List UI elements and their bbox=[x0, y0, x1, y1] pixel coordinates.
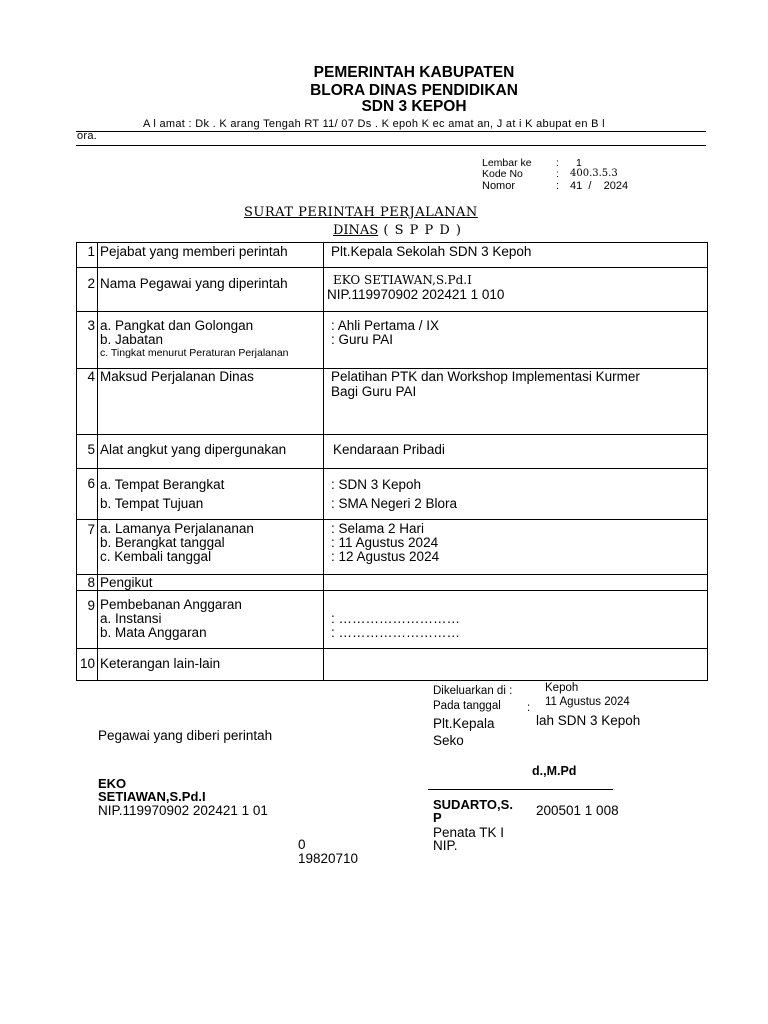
dikeluarkan-value: Kepoh bbox=[545, 682, 579, 694]
kode-label: Kode No bbox=[482, 168, 523, 180]
nomor-sep: : bbox=[556, 180, 560, 192]
row-label: Nama Pegawai yang diperintah bbox=[98, 268, 324, 312]
table-row bbox=[77, 575, 708, 591]
row-value: Pelatihan PTK dan Workshop Implementasi Kurmer Bagi Guru PAI bbox=[324, 369, 708, 435]
address-underline bbox=[76, 131, 706, 132]
row-label: Keterangan lain-lain bbox=[98, 649, 324, 681]
kode-value: 400.3.5.3 bbox=[570, 168, 618, 179]
penata-rank: Penata TK I bbox=[433, 825, 505, 840]
row-label: Maksud Perjalanan Dinas bbox=[98, 369, 324, 435]
title-sppd: ( S P P D ) bbox=[378, 223, 462, 238]
kode-sep: : bbox=[556, 168, 559, 180]
header-line-1: PEMERINTAH KABUPATEN bbox=[313, 64, 515, 81]
row-label: a. Lamanya Perjalananan b. Berangkat tanggal c. Kembali tanggal bbox=[98, 520, 324, 575]
row-value: : ……………………… : ……………………… bbox=[324, 591, 708, 649]
lembar-sep: : bbox=[556, 157, 559, 169]
row-number: 3 bbox=[77, 312, 98, 369]
header-line-3: SDN 3 KEPOH bbox=[361, 98, 467, 115]
row-number: 7 bbox=[77, 520, 98, 575]
sppd-table bbox=[76, 242, 708, 681]
row-value bbox=[324, 649, 708, 681]
row-label: Alat angkut yang dipergunakan bbox=[98, 435, 324, 469]
nip-part-2: 19820710 bbox=[298, 851, 359, 866]
header-line-2: BLORA DINAS PENDIDIKAN bbox=[310, 82, 518, 99]
row-number: 4 bbox=[77, 369, 98, 435]
table-row bbox=[77, 435, 708, 469]
sudarto-nip-part: 200501 1 008 bbox=[536, 803, 619, 818]
row-value: Plt.Kepala Sekolah SDN 3 Kepoh bbox=[324, 243, 708, 268]
title-dinas: DINAS bbox=[333, 223, 379, 238]
row-label: Pejabat yang memberi perintah bbox=[98, 243, 324, 268]
pada-value: 11 Agustus 2024 bbox=[545, 696, 630, 708]
pada-sep: : bbox=[527, 702, 531, 714]
row-number: 8 bbox=[77, 575, 98, 591]
table-row bbox=[77, 649, 708, 681]
table-row bbox=[77, 243, 708, 268]
pegawai-nip: NIP.119970902 202421 1 010 bbox=[327, 287, 505, 302]
row-number: 6 bbox=[77, 469, 98, 520]
table-row bbox=[77, 520, 708, 575]
row-label: a. Tempat Berangkat b. Tempat Tujuan bbox=[98, 469, 324, 520]
signature-line bbox=[428, 789, 613, 790]
signer-title-suffix: d.,M.Pd bbox=[532, 764, 577, 778]
eko-nip: NIP.119970902 202421 1 01 bbox=[98, 803, 268, 818]
seko-text: Seko bbox=[433, 733, 464, 748]
nomor-value: 41 / 2024 bbox=[570, 180, 629, 192]
row-number: 5 bbox=[77, 435, 98, 469]
row-label: Pembebanan Anggaran a. Instansi b. Mata Anggaran bbox=[98, 591, 324, 649]
nip-label: NIP. bbox=[433, 838, 458, 853]
row-number: 2 bbox=[77, 268, 98, 312]
row-value: Kendaraan Pribadi bbox=[324, 435, 708, 469]
plt-kepala: Plt.Kepala bbox=[433, 716, 495, 731]
eko-name-2: SETIAWAN,S.Pd.I bbox=[98, 789, 206, 804]
table-row bbox=[77, 469, 708, 520]
pegawai-name: EKO SETIAWAN,S.Pd.I bbox=[333, 273, 472, 287]
row-value bbox=[324, 268, 708, 312]
table-row bbox=[77, 369, 708, 435]
address-line-1: A l amat : Dk . K arang Tengah RT 11/ 07 Ds . K epoh K ec amat an, J at i K abupat en B l bbox=[143, 118, 605, 130]
row-label: Pengikut bbox=[98, 575, 324, 591]
sudarto-name-1: SUDARTO,S. bbox=[433, 797, 513, 812]
row-number: 1 bbox=[77, 243, 98, 268]
dikeluarkan-label: Dikeluarkan di : bbox=[433, 685, 513, 697]
lembar-label: Lembar ke bbox=[482, 157, 532, 169]
header-divider bbox=[76, 145, 706, 146]
eko-nip-end: 0 bbox=[298, 837, 306, 852]
row-value: : Ahli Pertama / IX : Guru PAI bbox=[324, 312, 708, 369]
row-value bbox=[324, 575, 708, 591]
row-value: : SDN 3 Kepoh : SMA Negeri 2 Blora bbox=[324, 469, 708, 520]
row-value: : Selama 2 Hari : 11 Agustus 2024 : 12 Agustus 2024 bbox=[324, 520, 708, 575]
row-label: a. Pangkat dan Golongan b. Jabatan c. Tingkat menurut Peraturan Perjalanan bbox=[98, 312, 324, 369]
pada-label: Pada tanggal bbox=[433, 700, 501, 712]
table-row bbox=[77, 591, 708, 649]
row-number: 10 bbox=[77, 649, 98, 681]
table-row bbox=[77, 268, 708, 312]
sudarto-name-2: P bbox=[433, 810, 442, 825]
lembar-value: 1 bbox=[576, 157, 582, 169]
table-row bbox=[77, 312, 708, 369]
nomor-label: Nomor bbox=[482, 180, 516, 192]
eko-name-1: EKO bbox=[98, 776, 127, 791]
title-line-1: SURAT PERINTAH PERJALANAN bbox=[244, 205, 478, 220]
plt-kepala-cont: lah SDN 3 Kepoh bbox=[536, 713, 641, 728]
pegawai-diberi-label: Pegawai yang diberi perintah bbox=[98, 728, 273, 743]
address-line-2: ora. bbox=[77, 130, 98, 142]
title-line-2 bbox=[333, 222, 462, 238]
row-number: 9 bbox=[77, 591, 98, 649]
